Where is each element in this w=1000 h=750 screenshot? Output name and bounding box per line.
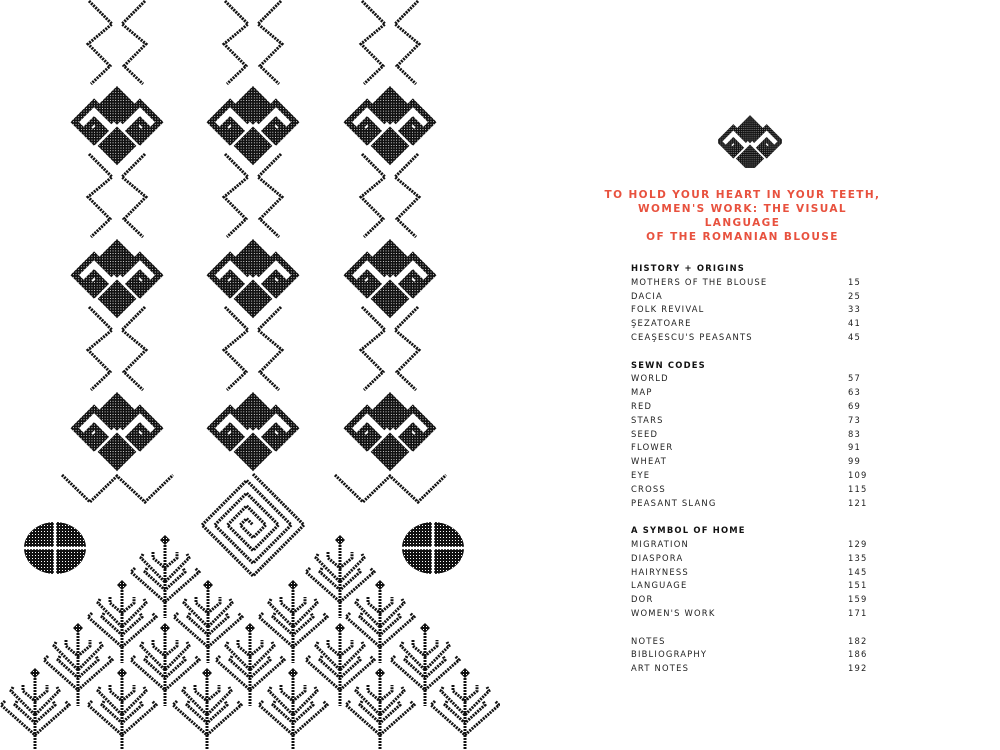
toc-entry[interactable] (631, 552, 871, 566)
toc-entry-title: ŞEZATOARE (631, 318, 692, 329)
spiral-line (202, 474, 304, 576)
toc-entry-page: 115 (848, 483, 868, 494)
toc-entry-title: EYE (631, 469, 651, 480)
toc-entry-title: MOTHERS OF THE BLOUSE (631, 276, 768, 287)
toc-section-heading: A SYMBOL OF HOME (631, 525, 746, 536)
toc-entry-page: 186 (848, 649, 868, 660)
zigzag-right (122, 307, 146, 390)
toc-section (631, 635, 871, 676)
tree-bud (375, 580, 385, 590)
diamond-cluster-motif (75, 392, 159, 471)
toc-entry-page: 45 (848, 331, 862, 342)
tree-bud (30, 668, 40, 678)
title-line: OF THE ROMANIAN BLOUSE (646, 231, 839, 243)
tree-bud (202, 668, 212, 678)
toc-entry[interactable] (631, 290, 871, 304)
tree-bud (288, 580, 298, 590)
toc-entry-title: MAP (631, 387, 653, 398)
toc-entry-page: 182 (848, 635, 868, 646)
title-line: WOMEN'S WORK: THE VISUAL LANGUAGE (638, 203, 847, 229)
toc-entry[interactable] (631, 400, 871, 414)
zigzag-right (258, 1, 282, 84)
toc-entry[interactable] (631, 276, 871, 290)
top-diamond (371, 239, 410, 278)
toc-entry-title: LANGUAGE (631, 580, 688, 591)
bottom-zigzag-left (62, 475, 173, 502)
toc-entry[interactable] (631, 317, 871, 331)
toc-entry-page: 63 (848, 387, 862, 398)
tree-of-life-motif (131, 535, 199, 618)
toc-entry-page: 73 (848, 414, 862, 425)
zigzag-right (258, 307, 282, 390)
tree-bud (117, 668, 127, 678)
spiral-diamond-motif (202, 474, 304, 576)
toc-entry-title: MIGRATION (631, 538, 689, 549)
zigzag-left (88, 307, 112, 390)
tree-bud (117, 580, 127, 590)
toc-entry[interactable] (631, 372, 871, 386)
book-title (600, 188, 885, 244)
toc-entry-page: 192 (848, 663, 868, 674)
toc-entry-page: 99 (848, 456, 862, 467)
tree-of-life-motif (346, 668, 414, 750)
tree-bud (160, 535, 170, 545)
top-diamond (234, 239, 273, 278)
tree-bud (460, 668, 470, 678)
toc-entry-page: 25 (848, 290, 862, 301)
toc-entry-page: 57 (848, 373, 862, 384)
toc-entry-title: WHEAT (631, 456, 668, 467)
tree-of-life-motif (391, 623, 459, 706)
tree-bud (335, 623, 345, 633)
toc-entry-title: DACIA (631, 290, 663, 301)
zigzag-right (122, 1, 146, 84)
toc-entry[interactable] (631, 579, 871, 593)
toc-entry-title: STARS (631, 414, 664, 425)
bottom-zigzag-right (335, 475, 446, 502)
toc-entry-title: HAIRYNESS (631, 566, 689, 577)
tree-of-life-motif (216, 623, 284, 706)
tree-of-life-motif (173, 668, 241, 750)
top-diamond (98, 86, 137, 125)
toc-entry-title: CEAŞESCU'S PEASANTS (631, 331, 753, 342)
toc-section-heading: HISTORY + ORIGINS (631, 263, 746, 273)
tree-bud (420, 623, 430, 633)
tree-of-life-motif (431, 668, 499, 750)
zigzag-right (395, 1, 419, 84)
toc-entry[interactable] (631, 414, 871, 428)
toc-entry[interactable] (631, 566, 871, 580)
toc-entry[interactable] (631, 593, 871, 607)
toc-entry[interactable] (631, 607, 871, 621)
zigzag-left (224, 307, 248, 390)
tree-bud (335, 535, 345, 545)
toc-entry-page: 171 (848, 607, 868, 618)
zigzag-left (361, 307, 385, 390)
top-diamond (371, 86, 410, 125)
toc-entry-page: 129 (848, 538, 868, 549)
toc-entry-page: 151 (848, 580, 868, 591)
tree-of-life-motif (259, 668, 327, 750)
toc-entry[interactable] (631, 538, 871, 552)
tree-bud (203, 580, 213, 590)
toc-entry-title: SEED (631, 428, 659, 439)
title-line: TO HOLD YOUR HEART IN YOUR TEETH, (604, 189, 881, 201)
toc-entry[interactable] (631, 441, 871, 455)
toc-entry[interactable] (631, 455, 871, 469)
toc-entry-title: BIBLIOGRAPHY (631, 649, 708, 660)
rosette-motif (23, 521, 87, 575)
top-diamond (736, 115, 764, 143)
toc-section (631, 524, 871, 621)
table-of-contents (631, 262, 871, 690)
toc-section-heading: SEWN CODES (631, 359, 706, 370)
top-diamond (371, 392, 410, 431)
tree-of-life-motif (131, 623, 199, 706)
zigzag-right (258, 154, 282, 237)
top-diamond (234, 392, 273, 431)
zigzag-right (122, 154, 146, 237)
toc-entry-page: 135 (848, 552, 868, 563)
zigzag-left (88, 154, 112, 237)
tree-bud (245, 623, 255, 633)
diamond-cluster-motif (719, 115, 780, 168)
toc-section (631, 359, 871, 511)
diamond-cluster-motif (348, 239, 432, 318)
tree-of-life-motif (259, 580, 327, 663)
zigzag-right (395, 307, 419, 390)
tree-bud (160, 623, 170, 633)
zigzag-left (88, 1, 112, 84)
toc-entry-title: RED (631, 400, 653, 411)
toc-entry-title: WORLD (631, 373, 669, 384)
toc-entry[interactable] (631, 635, 871, 649)
toc-entry[interactable] (631, 469, 871, 483)
toc-entry-page: 41 (848, 318, 862, 329)
toc-section (631, 262, 871, 345)
toc-entry[interactable] (631, 662, 871, 676)
toc-entry-page: 109 (848, 469, 868, 480)
diamond-cluster-motif (75, 239, 159, 318)
toc-entry-page: 91 (848, 442, 862, 453)
toc-entry-page: 69 (848, 400, 862, 411)
tree-of-life-motif (88, 668, 156, 750)
toc-entry-title: ART NOTES (631, 663, 690, 674)
tree-of-life-motif (44, 623, 112, 706)
top-diamond (98, 239, 137, 278)
diamond-cluster-motif (211, 392, 295, 471)
toc-entry-page: 159 (848, 594, 868, 605)
toc-entry-title: FOLK REVIVAL (631, 304, 705, 315)
zigzag-left (361, 1, 385, 84)
diamond-cluster-motif (348, 86, 432, 165)
toc-entry[interactable] (631, 497, 871, 511)
toc-entry-page: 83 (848, 428, 862, 439)
zigzag-right (395, 154, 419, 237)
rosette-motif (401, 521, 465, 575)
toc-entry-title: NOTES (631, 635, 666, 646)
toc-entry-title: DOR (631, 594, 654, 605)
toc-entry-title: WOMEN'S WORK (631, 607, 716, 618)
toc-entry[interactable] (631, 303, 871, 317)
tree-bud (375, 668, 385, 678)
toc-entry[interactable] (631, 483, 871, 497)
tree-bud (288, 668, 298, 678)
toc-entry[interactable] (631, 331, 871, 345)
diamond-motif-emblem (718, 108, 782, 168)
toc-entry-title: FLOWER (631, 442, 674, 453)
toc-entry[interactable] (631, 648, 871, 662)
toc-entry-page: 33 (848, 304, 862, 315)
top-diamond (234, 86, 273, 125)
diamond-cluster-motif (211, 239, 295, 318)
diamond-cluster-motif (75, 86, 159, 165)
zigzag-left (361, 154, 385, 237)
toc-entry-page: 15 (848, 276, 862, 287)
tree-of-life-motif (174, 580, 242, 663)
tree-bud (73, 623, 83, 633)
top-diamond (98, 392, 137, 431)
toc-entry-page: 145 (848, 566, 868, 577)
toc-entry[interactable] (631, 428, 871, 442)
toc-entry-title: PEASANT SLANG (631, 497, 717, 508)
tree-of-life-motif (1, 668, 69, 750)
diamond-cluster-motif (348, 392, 432, 471)
toc-entry[interactable] (631, 386, 871, 400)
zigzag-left (224, 1, 248, 84)
toc-entry-title: DIASPORA (631, 552, 684, 563)
zigzag-left (224, 154, 248, 237)
diamond-cluster-motif (211, 86, 295, 165)
toc-entry-page: 121 (848, 497, 868, 508)
toc-entry-title: CROSS (631, 483, 666, 494)
